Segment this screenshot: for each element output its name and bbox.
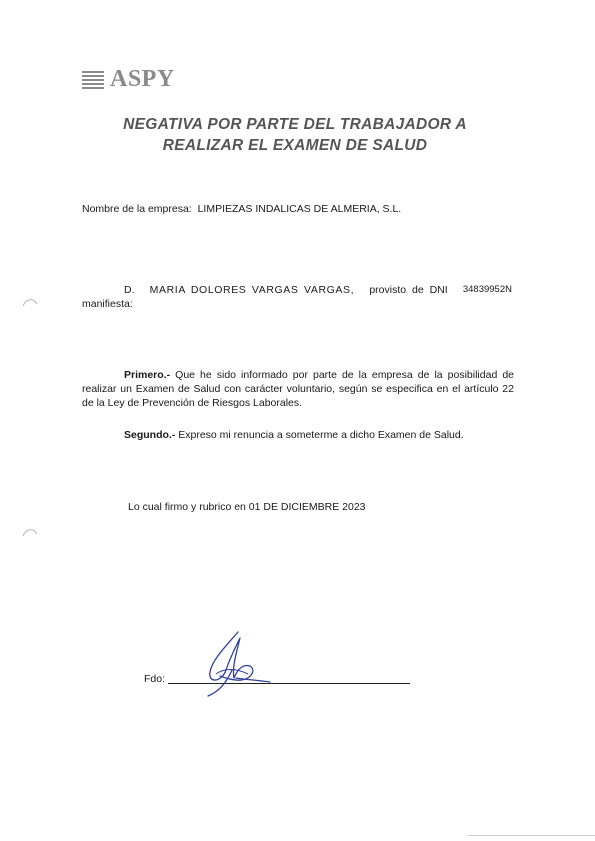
punch-hole-mark xyxy=(22,296,38,308)
clause-second-heading: Segundo.- xyxy=(124,429,176,441)
title-line-1: NEGATIVA POR PARTE DEL TRABAJADOR A xyxy=(123,116,467,133)
clause-second xyxy=(82,428,514,442)
company-logo xyxy=(82,66,175,92)
closing-statement: Lo cual firmo y rubrico en 01 DE DICIEMBRE 2023 xyxy=(128,501,366,513)
company-line xyxy=(82,202,401,216)
aspy-stripes-icon xyxy=(82,68,104,90)
clause-first-heading: Primero.- xyxy=(124,369,171,381)
clause-first xyxy=(82,368,514,410)
title-line-2: REALIZAR EL EXAMEN DE SALUD xyxy=(162,137,428,154)
company-name: LIMPIEZAS INDALICAS DE ALMERIA, S.L. xyxy=(197,203,402,215)
document-title xyxy=(60,114,530,156)
clause-first-text: Que he sido informado por parte de la empresa de la posibilidad de realizar un Examen de Salud con carácter voluntario, según se especifica en el artículo 22 de la Ley de Prevención de Riesgos Laborales. xyxy=(82,369,515,409)
clause-second-text: Expreso mi renuncia a someterme a dicho Examen de Salud. xyxy=(178,429,464,441)
signature-stroke xyxy=(208,632,270,696)
declarant-suffix: manifiesta: xyxy=(82,298,133,310)
declarant-name: MARIA DOLORES VARGAS VARGAS, xyxy=(149,284,355,296)
declarant-statement xyxy=(82,283,512,311)
company-label: Nombre de la empresa: xyxy=(82,203,192,215)
logo-text: ASPY xyxy=(110,65,175,92)
punch-hole-mark xyxy=(22,526,38,538)
dni-number: 34839952N xyxy=(462,284,512,295)
handwritten-signature xyxy=(196,628,276,700)
declarant-prefix: D. xyxy=(124,284,135,296)
dni-label: provisto de DNI xyxy=(369,284,448,296)
signature-label: Fdo: xyxy=(144,673,166,685)
scan-edge-line xyxy=(468,835,595,836)
